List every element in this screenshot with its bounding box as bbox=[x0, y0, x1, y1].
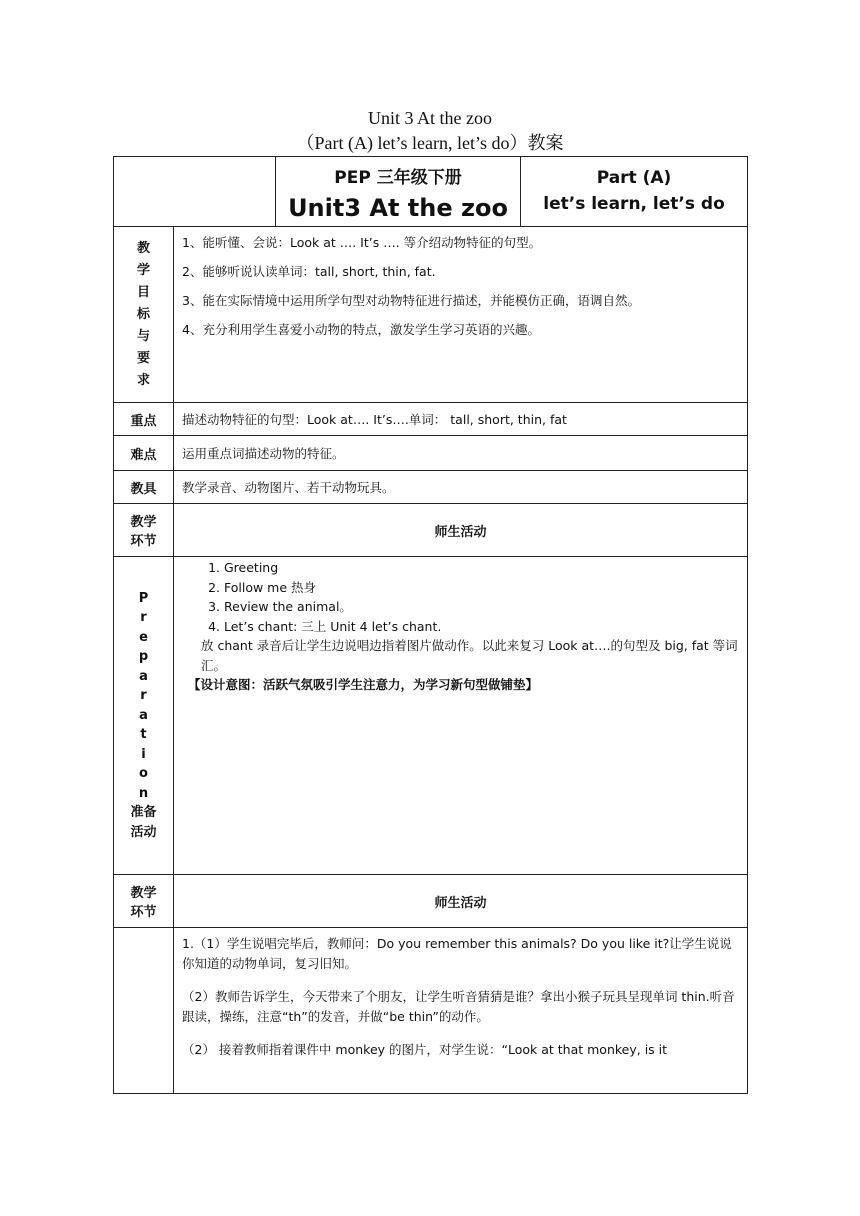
section-label: 教学 环节 bbox=[114, 875, 174, 928]
preparation-paragraph: 放 chant 录音后让学生边说唱边指着图片做动作。以此来复习 Look at….的句型及 big, fat 等词汇。 bbox=[201, 638, 738, 673]
header-part-cell bbox=[521, 157, 748, 227]
section-label: 教学 环节 bbox=[114, 504, 174, 557]
difficulties-label: 难点 bbox=[114, 436, 174, 471]
section-heading: 师生活动 bbox=[174, 875, 748, 928]
procedure-paragraph: 1.（1）学生说唱完毕后，教师问：Do you remember this animals? Do you like it?让学生说说你知道的动物单词，复习旧知。 bbox=[182, 936, 732, 971]
objective-item: 1、能听懂、会说：Look at …. It’s …. 等介绍动物特征的句型。 bbox=[182, 235, 542, 250]
header-row bbox=[114, 157, 748, 227]
procedure-label bbox=[114, 928, 174, 1094]
difficulties-text: 运用重点词描述动物的特征。 bbox=[174, 436, 748, 471]
design-intent: 【设计意图：活跃气氛吸引学生注意力，为学习新句型做铺垫】 bbox=[188, 677, 539, 692]
course-name: PEP 三年级下册 bbox=[334, 168, 462, 188]
difficulties-row bbox=[114, 436, 748, 471]
materials-row bbox=[114, 471, 748, 504]
part-name: Part (A) bbox=[596, 168, 672, 188]
lesson-plan-table bbox=[113, 156, 748, 1094]
document-subtitle: （Part (A) let’s learn, let’s do）教案 bbox=[296, 133, 564, 153]
lesson-name: let’s learn, let’s do bbox=[543, 194, 725, 214]
preparation-steps bbox=[174, 558, 747, 636]
procedure-row bbox=[114, 928, 748, 1094]
preparation-row bbox=[114, 557, 748, 875]
key-points-text: 描述动物特征的句型：Look at…. It’s….单词： tall, short, thin, fat bbox=[174, 403, 748, 436]
list-item: 3. Review the animal。 bbox=[224, 597, 747, 617]
key-points-label: 重点 bbox=[114, 403, 174, 436]
header-blank-cell bbox=[114, 157, 276, 227]
objective-item: 2、能够听说认读单词：tall, short, thin, fat. bbox=[182, 264, 436, 279]
section-heading: 师生活动 bbox=[174, 504, 748, 557]
objectives-content bbox=[174, 227, 748, 403]
header-course-cell bbox=[276, 157, 521, 227]
list-item: 1. Greeting bbox=[224, 558, 747, 578]
section-heading-row bbox=[114, 504, 748, 557]
materials-text: 教学录音、动物图片、若干动物玩具。 bbox=[174, 471, 748, 504]
key-points-row bbox=[114, 403, 748, 436]
objective-item: 3、能在实际情境中运用所学句型对动物特征进行描述，并能模仿正确，语调自然。 bbox=[182, 293, 640, 308]
section-heading-row bbox=[114, 875, 748, 928]
procedure-paragraph: （2） 接着教师指着课件中 monkey 的图片，对学生说：“Look at that monkey, is it bbox=[182, 1042, 668, 1057]
document-title: Unit 3 At the zoo bbox=[368, 108, 492, 128]
preparation-label: P r e p a r a t i o n 准备 活动 bbox=[114, 557, 174, 875]
preparation-content bbox=[174, 557, 748, 875]
list-item: 2. Follow me 热身 bbox=[224, 578, 747, 598]
unit-name: Unit3 At the zoo bbox=[288, 194, 508, 222]
objectives-label: 教 学 目 标 与 要 求 bbox=[114, 227, 174, 403]
objectives-row bbox=[114, 227, 748, 403]
procedure-paragraph: （2）教师告诉学生，今天带来了个朋友，让学生听音猜猜是谁？拿出小猴子玩具呈现单词 thin.听音跟读，操练，注意“th”的发音，并做“be thin”的动作。 bbox=[182, 989, 735, 1024]
objective-item: 4、充分利用学生喜爱小动物的特点，激发学生学习英语的兴趣。 bbox=[182, 322, 540, 337]
procedure-content bbox=[174, 928, 748, 1094]
materials-label: 教具 bbox=[114, 471, 174, 504]
list-item: 4. Let’s chant: 三上 Unit 4 let’s chant. bbox=[224, 617, 747, 637]
